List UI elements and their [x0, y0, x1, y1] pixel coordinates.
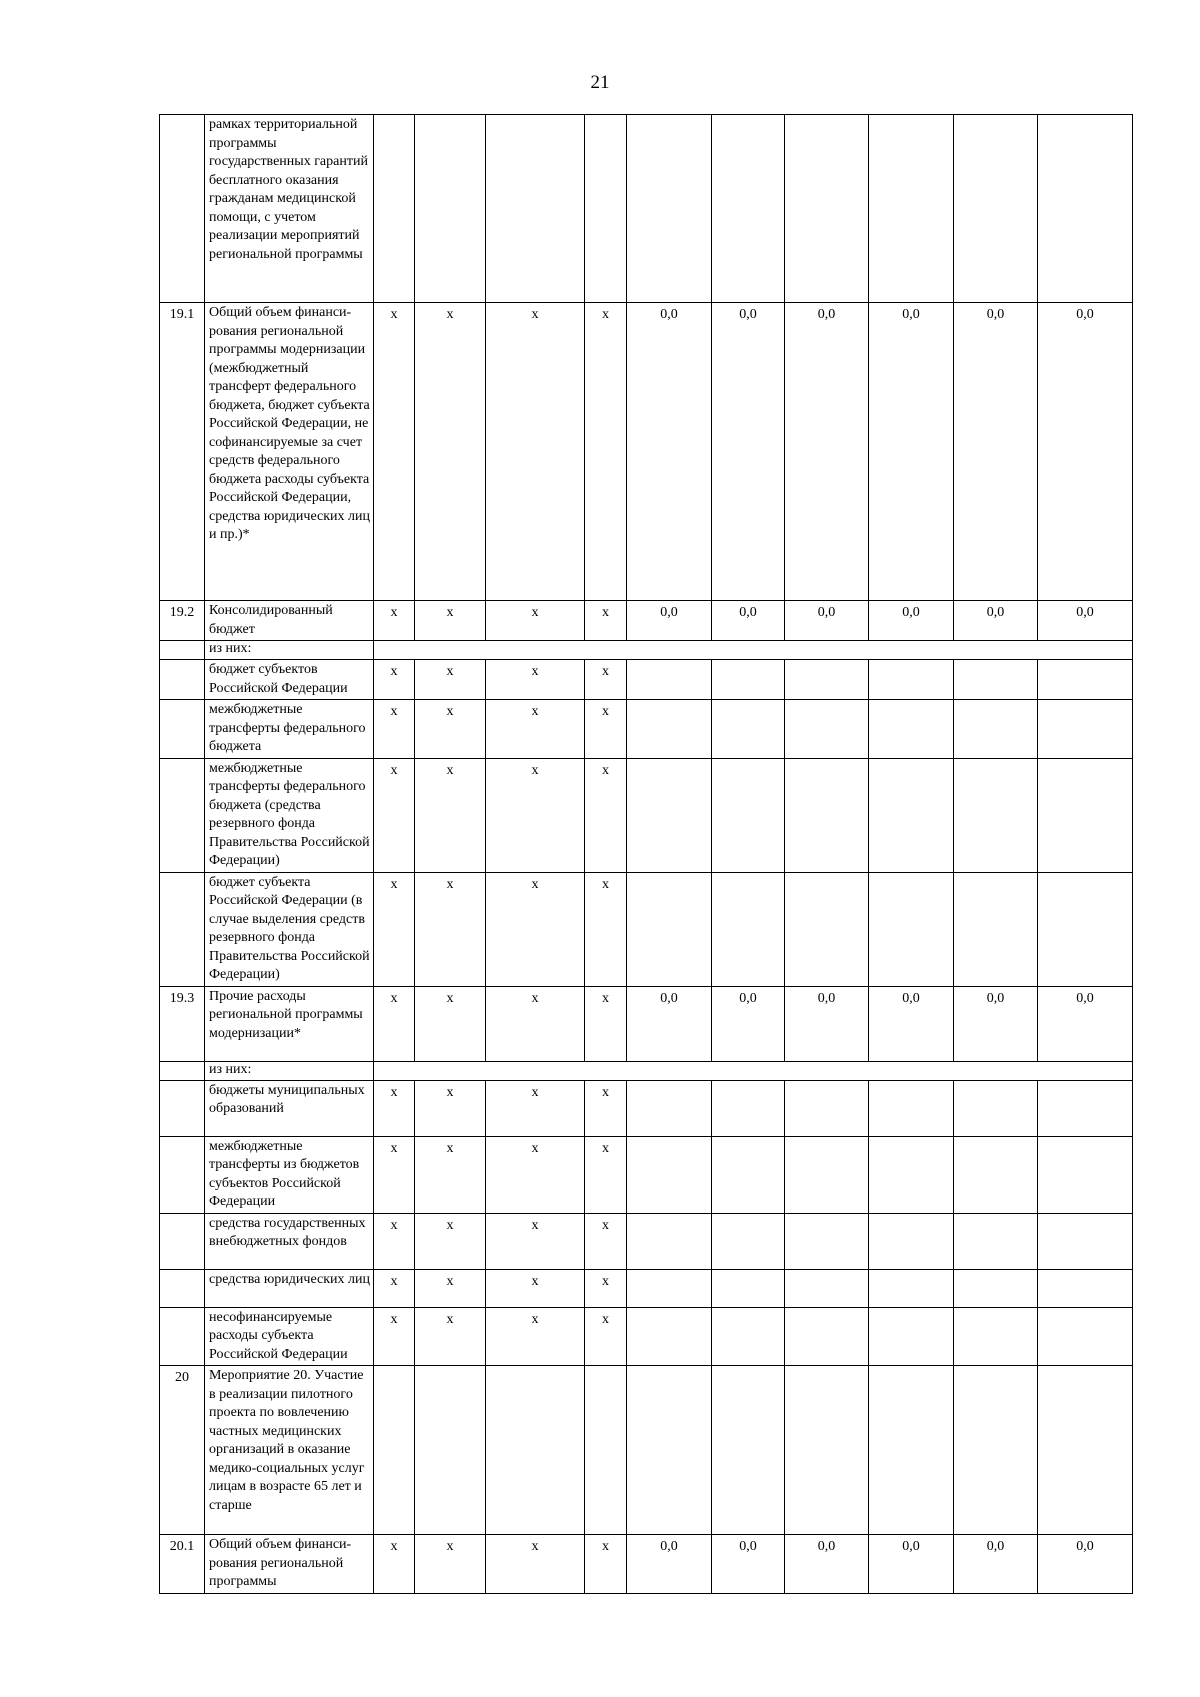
value-cell [627, 660, 712, 700]
table-row [160, 303, 1133, 601]
marker-cell: х [585, 986, 627, 1061]
marker-cell: х [585, 1535, 627, 1594]
value-cell: 0,0 [1038, 303, 1133, 601]
table-row [160, 1080, 1133, 1136]
value-cell [869, 115, 954, 303]
marker-cell: х [415, 1269, 486, 1307]
value-cell [627, 1307, 712, 1366]
value-cell [869, 1269, 954, 1307]
marker-cell: х [486, 1136, 585, 1213]
value-cell: 0,0 [785, 986, 869, 1061]
marker-cell: х [374, 986, 415, 1061]
value-cell [627, 1269, 712, 1307]
value-cell [785, 1366, 869, 1535]
value-cell [712, 1307, 785, 1366]
value-cell [1038, 1307, 1133, 1366]
value-cell: 0,0 [627, 986, 712, 1061]
marker-cell: х [374, 872, 415, 986]
marker-cell: х [415, 758, 486, 872]
table-row [160, 872, 1133, 986]
marker-cell: х [374, 1307, 415, 1366]
marker-cell [374, 115, 415, 303]
marker-cell: х [486, 1307, 585, 1366]
value-cell: 0,0 [954, 303, 1038, 601]
marker-cell: х [585, 303, 627, 601]
table-body [160, 115, 1133, 1594]
marker-cell: х [486, 700, 585, 759]
value-cell: 0,0 [785, 303, 869, 601]
value-cell: 0,0 [1038, 601, 1133, 641]
marker-cell: х [415, 1535, 486, 1594]
marker-cell: х [415, 303, 486, 601]
marker-cell: х [486, 660, 585, 700]
value-cell: 0,0 [712, 1535, 785, 1594]
marker-cell: х [415, 872, 486, 986]
marker-cell: х [585, 1213, 627, 1269]
page-number: 21 [590, 72, 610, 93]
row-name: Общий объем финанси-рования региональной программы [205, 1535, 374, 1594]
value-cell: 0,0 [627, 1535, 712, 1594]
row-number [160, 1061, 205, 1080]
marker-cell: х [585, 700, 627, 759]
table-row [160, 1213, 1133, 1269]
marker-cell: х [374, 1080, 415, 1136]
marker-cell: х [585, 872, 627, 986]
value-cell [712, 872, 785, 986]
marker-cell: х [486, 872, 585, 986]
table-row [160, 986, 1133, 1061]
marker-cell: х [486, 1213, 585, 1269]
value-cell [712, 115, 785, 303]
marker-cell: х [415, 1213, 486, 1269]
value-cell [785, 700, 869, 759]
row-name: из них: [205, 641, 374, 660]
value-cell [954, 758, 1038, 872]
row-name: межбюджетные трансферты из бюджетов субъектов Российской Федерации [205, 1136, 374, 1213]
value-cell: 0,0 [954, 601, 1038, 641]
value-cell [627, 758, 712, 872]
marker-cell [585, 1366, 627, 1535]
marker-cell: х [415, 660, 486, 700]
marker-cell [374, 1366, 415, 1535]
value-cell [1038, 660, 1133, 700]
row-number [160, 872, 205, 986]
value-cell: 0,0 [712, 601, 785, 641]
marker-cell: х [486, 758, 585, 872]
value-cell: 0,0 [954, 986, 1038, 1061]
marker-cell: х [415, 1136, 486, 1213]
value-cell [627, 1136, 712, 1213]
value-cell: 0,0 [869, 303, 954, 601]
marker-cell: х [585, 1136, 627, 1213]
financing-table [159, 114, 1133, 1594]
value-cell: 0,0 [1038, 1535, 1133, 1594]
value-cell [869, 758, 954, 872]
value-cell [785, 1136, 869, 1213]
marker-cell: х [415, 700, 486, 759]
row-name: рамках территориальной программы государственных гарантий бесплатного оказания гражданам медицинской помощи, с учетом реализации мероприятий региональной программы [205, 115, 374, 303]
value-cell [627, 1213, 712, 1269]
marker-cell: х [486, 1269, 585, 1307]
row-name: средства государственных внебюджетных фондов [205, 1213, 374, 1269]
value-cell [1038, 1269, 1133, 1307]
value-cell: 0,0 [712, 303, 785, 601]
marker-cell: х [374, 1269, 415, 1307]
marker-cell: х [486, 601, 585, 641]
value-cell: 0,0 [785, 601, 869, 641]
marker-cell: х [486, 303, 585, 601]
value-cell [627, 1080, 712, 1136]
row-number [160, 1136, 205, 1213]
marker-cell: х [374, 601, 415, 641]
value-cell [627, 700, 712, 759]
row-number [160, 660, 205, 700]
value-cell [869, 1366, 954, 1535]
row-number: 19.3 [160, 986, 205, 1061]
subheader-blank-cell [374, 1061, 1133, 1080]
marker-cell [415, 115, 486, 303]
value-cell: 0,0 [869, 986, 954, 1061]
value-cell [712, 1366, 785, 1535]
table-row [160, 1366, 1133, 1535]
value-cell [869, 1080, 954, 1136]
row-name: бюджет субъекта Российской Федерации (в случае выделения средств резервного фонда Правительства Российской Федерации) [205, 872, 374, 986]
row-number [160, 115, 205, 303]
value-cell [785, 1213, 869, 1269]
marker-cell: х [585, 758, 627, 872]
value-cell [712, 1080, 785, 1136]
subheader-row [160, 1061, 1133, 1080]
value-cell [954, 1080, 1038, 1136]
table-row [160, 660, 1133, 700]
value-cell [712, 700, 785, 759]
value-cell [954, 1136, 1038, 1213]
row-number: 20 [160, 1366, 205, 1535]
value-cell [712, 1213, 785, 1269]
table-row [160, 601, 1133, 641]
value-cell [712, 1269, 785, 1307]
marker-cell: х [415, 601, 486, 641]
marker-cell: х [585, 601, 627, 641]
value-cell [954, 1213, 1038, 1269]
value-cell: 0,0 [869, 601, 954, 641]
marker-cell: х [374, 303, 415, 601]
value-cell [954, 660, 1038, 700]
value-cell: 0,0 [627, 303, 712, 601]
value-cell: 0,0 [785, 1535, 869, 1594]
value-cell: 0,0 [954, 1535, 1038, 1594]
row-number: 19.2 [160, 601, 205, 641]
value-cell [627, 1366, 712, 1535]
table-row [160, 1269, 1133, 1307]
row-number: 19.1 [160, 303, 205, 601]
row-number [160, 1269, 205, 1307]
row-name: бюджет субъектов Российской Федерации [205, 660, 374, 700]
row-name: бюджеты муниципальных образований [205, 1080, 374, 1136]
row-name: Консолидированный бюджет [205, 601, 374, 641]
marker-cell: х [486, 1080, 585, 1136]
table-row [160, 700, 1133, 759]
marker-cell: х [374, 1213, 415, 1269]
value-cell [1038, 758, 1133, 872]
value-cell [954, 1366, 1038, 1535]
value-cell [712, 660, 785, 700]
marker-cell: х [374, 700, 415, 759]
value-cell [1038, 1136, 1133, 1213]
value-cell [785, 1307, 869, 1366]
value-cell [1038, 1080, 1133, 1136]
marker-cell: х [374, 1136, 415, 1213]
marker-cell: х [415, 1307, 486, 1366]
value-cell [869, 700, 954, 759]
row-name: из них: [205, 1061, 374, 1080]
value-cell [869, 1307, 954, 1366]
value-cell [1038, 872, 1133, 986]
row-name: средства юридических лиц [205, 1269, 374, 1307]
value-cell [712, 758, 785, 872]
value-cell [869, 1213, 954, 1269]
row-name: несофинансируемые расходы субъекта Российской Федерации [205, 1307, 374, 1366]
subheader-blank-cell [374, 641, 1133, 660]
marker-cell [486, 1366, 585, 1535]
table-row [160, 1307, 1133, 1366]
row-name: Мероприятие 20. Участие в реализации пилотного проекта по вовлечению частных медицинских организаций в оказание медико-социальных услуг лицам в возрасте 65 лет и старше [205, 1366, 374, 1535]
row-number: 20.1 [160, 1535, 205, 1594]
value-cell: 0,0 [627, 601, 712, 641]
marker-cell: х [374, 1535, 415, 1594]
marker-cell: х [486, 986, 585, 1061]
marker-cell [486, 115, 585, 303]
marker-cell: х [374, 758, 415, 872]
value-cell [785, 872, 869, 986]
value-cell [785, 115, 869, 303]
row-name: Общий объем финанси-рования региональной программы модернизации (межбюджетный трансферт федерального бюджета, бюджет субъекта Российской Федерации, не софинансируемые за счет средств федерального бюджета расходы субъекта Российской Федерации, средства юридических лиц и пр.)* [205, 303, 374, 601]
value-cell [785, 758, 869, 872]
marker-cell: х [585, 1080, 627, 1136]
subheader-row [160, 641, 1133, 660]
value-cell [712, 1136, 785, 1213]
row-name: межбюджетные трансферты федерального бюджета (средства резервного фонда Правительства Российской Федерации) [205, 758, 374, 872]
table-row [160, 1136, 1133, 1213]
marker-cell: х [486, 1535, 585, 1594]
marker-cell: х [585, 660, 627, 700]
value-cell [1038, 1213, 1133, 1269]
row-number [160, 758, 205, 872]
value-cell [785, 1080, 869, 1136]
value-cell: 0,0 [869, 1535, 954, 1594]
value-cell [1038, 1366, 1133, 1535]
value-cell [785, 1269, 869, 1307]
value-cell [627, 872, 712, 986]
value-cell [869, 660, 954, 700]
marker-cell: х [374, 660, 415, 700]
marker-cell: х [585, 1269, 627, 1307]
value-cell: 0,0 [712, 986, 785, 1061]
table-row [160, 758, 1133, 872]
table-row [160, 1535, 1133, 1594]
marker-cell: х [415, 986, 486, 1061]
value-cell [954, 1307, 1038, 1366]
row-name: межбюджетные трансферты федерального бюджета [205, 700, 374, 759]
value-cell [954, 1269, 1038, 1307]
row-number [160, 641, 205, 660]
marker-cell [585, 115, 627, 303]
row-number [160, 700, 205, 759]
value-cell [954, 872, 1038, 986]
table-row [160, 115, 1133, 303]
value-cell [954, 115, 1038, 303]
value-cell [869, 872, 954, 986]
row-name: Прочие расходы региональной программы модернизации* [205, 986, 374, 1061]
value-cell [627, 115, 712, 303]
row-number [160, 1307, 205, 1366]
value-cell [869, 1136, 954, 1213]
row-number [160, 1080, 205, 1136]
row-number [160, 1213, 205, 1269]
value-cell [1038, 700, 1133, 759]
value-cell [785, 660, 869, 700]
value-cell: 0,0 [1038, 986, 1133, 1061]
marker-cell: х [415, 1080, 486, 1136]
value-cell [954, 700, 1038, 759]
value-cell [1038, 115, 1133, 303]
marker-cell: х [585, 1307, 627, 1366]
marker-cell [415, 1366, 486, 1535]
